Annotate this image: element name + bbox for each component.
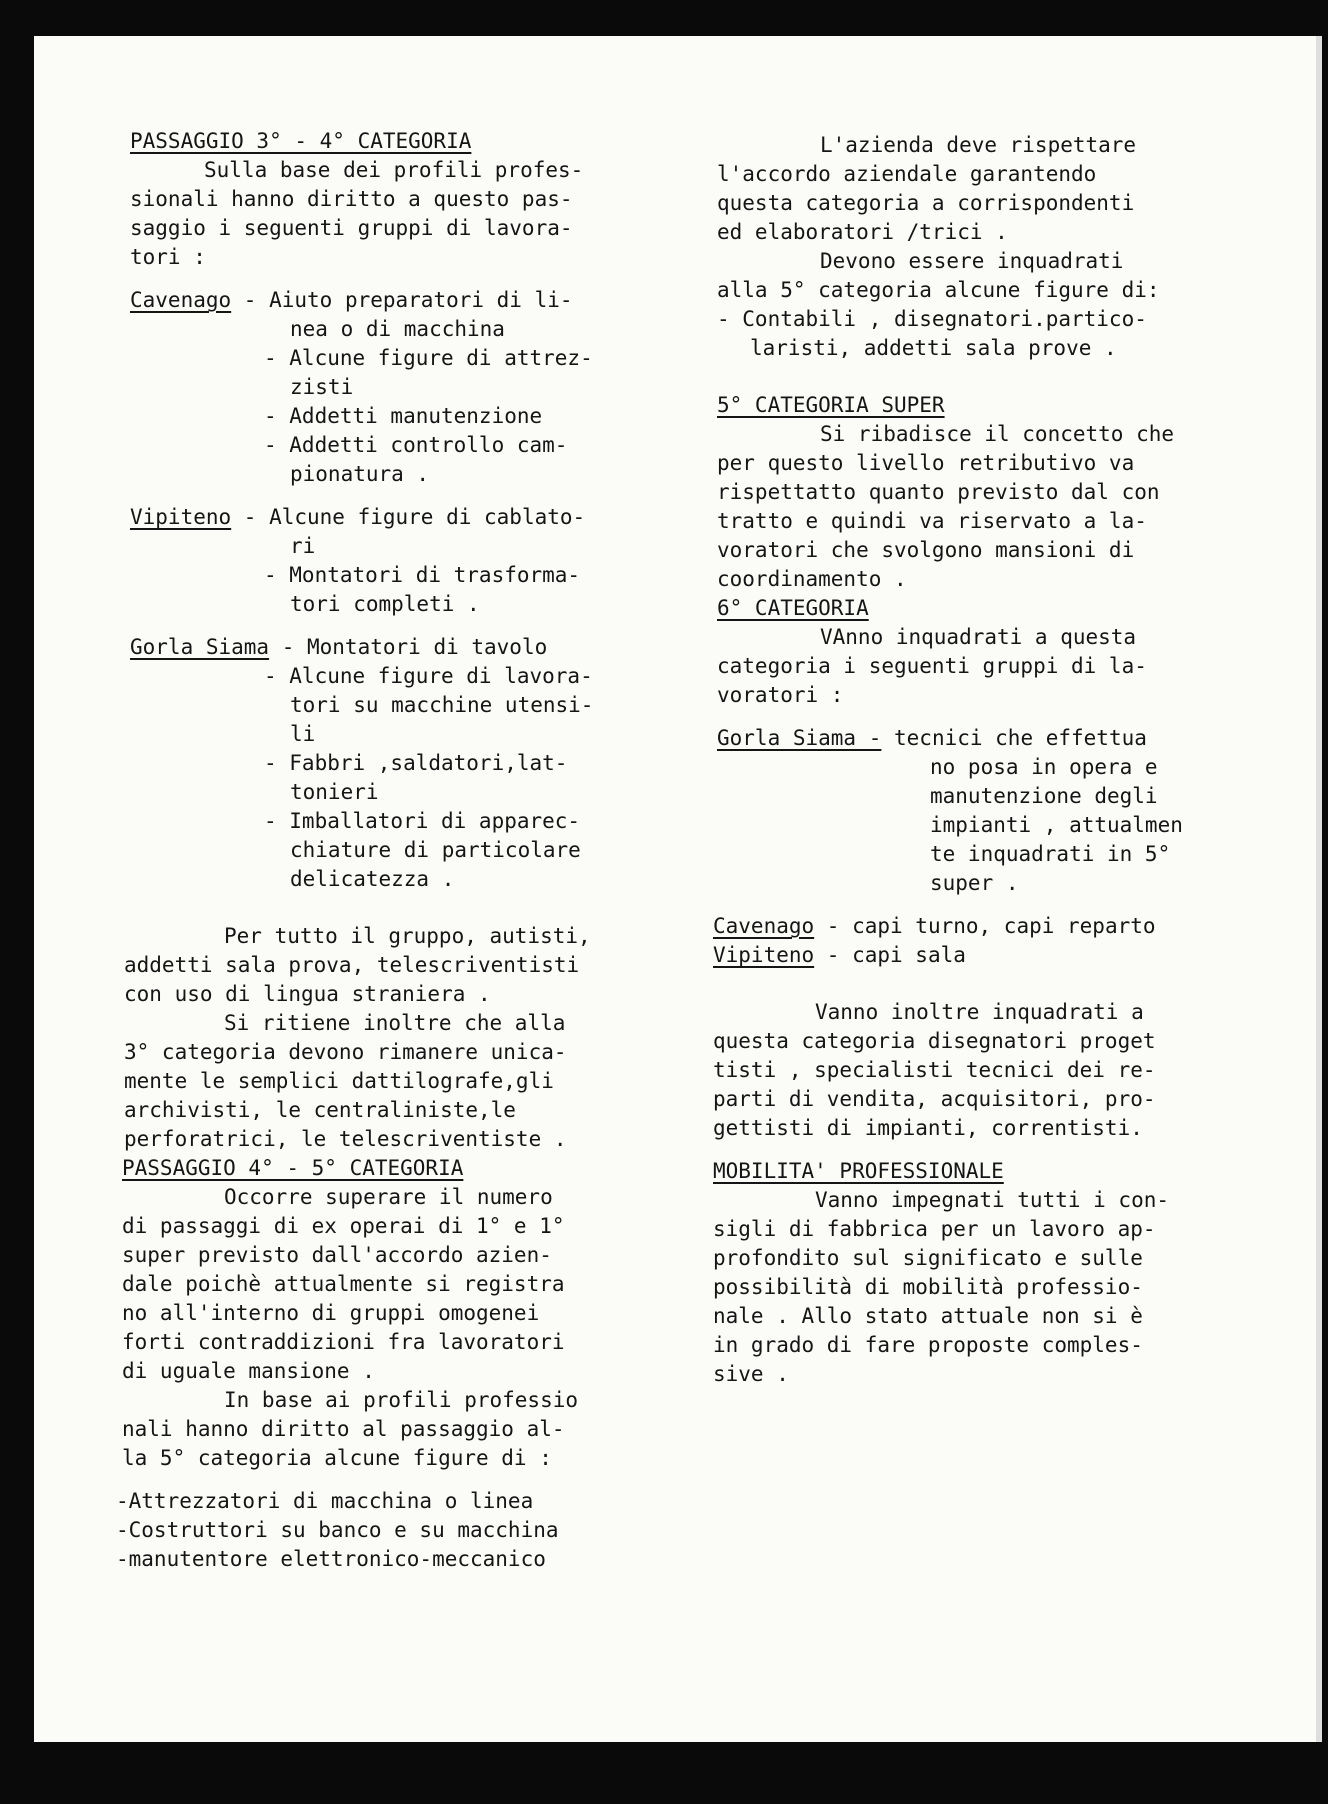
line-text: - Addetti manutenzione xyxy=(264,404,543,428)
text-line xyxy=(120,373,680,402)
line-text: zisti xyxy=(290,375,354,399)
text-line xyxy=(120,1270,680,1299)
line-text: - Contabili , disegnatori.partico- xyxy=(717,307,1147,331)
line-text: - Alcune figure di cablato- xyxy=(231,505,586,529)
text-line xyxy=(120,286,680,315)
line-text: tonieri xyxy=(290,780,379,804)
line-text: voratori che svolgono mansioni di xyxy=(717,538,1135,562)
text-line xyxy=(116,1545,680,1574)
text-line xyxy=(710,1215,1270,1244)
section-heading: 5° CATEGORIA SUPER xyxy=(717,393,945,417)
text-line xyxy=(710,681,1270,710)
text-line xyxy=(120,1183,680,1212)
line-text: Vanno inoltre inquadrati a xyxy=(815,1000,1144,1024)
text-line xyxy=(710,724,1270,753)
text-line xyxy=(710,189,1270,218)
line-text: - Aiuto preparatori di li- xyxy=(231,288,573,312)
line-text: Si ribadisce il concetto che xyxy=(820,422,1175,446)
line-text: In base ai profili professio xyxy=(224,1388,579,1412)
text-line xyxy=(120,749,680,778)
line-text: l'accordo aziendale garantendo xyxy=(717,162,1097,186)
line-text: dale poichè attualmente si registra xyxy=(122,1272,565,1296)
text-line xyxy=(710,1302,1270,1331)
line-text: la 5° categoria alcune figure di : xyxy=(122,1446,552,1470)
line-text: L'azienda deve rispettare xyxy=(820,133,1137,157)
section-heading: Gorla Siama - xyxy=(717,726,882,750)
line-text: voratori : xyxy=(717,683,844,707)
text-line xyxy=(120,1241,680,1270)
text-line xyxy=(120,1154,680,1183)
line-text: perforatrici, le telescriventiste . xyxy=(124,1127,567,1151)
text-line xyxy=(710,941,1270,970)
line-text: per questo livello retributivo va xyxy=(717,451,1135,475)
text-line xyxy=(120,1415,680,1444)
text-line xyxy=(710,391,1270,420)
text-line xyxy=(710,131,1270,160)
line-text: laristi, addetti sala prove . xyxy=(750,336,1117,360)
line-text: coordinamento . xyxy=(717,567,907,591)
text-line xyxy=(116,1516,680,1545)
text-line xyxy=(120,865,680,894)
text-line xyxy=(120,156,680,185)
text-line xyxy=(120,344,680,373)
text-line xyxy=(120,662,680,691)
text-line xyxy=(120,720,680,749)
section-heading: PASSAGGIO 3° - 4° CATEGORIA xyxy=(130,129,472,153)
line-text: Sulla base dei profili profes- xyxy=(204,158,584,182)
line-text: con uso di lingua straniera . xyxy=(124,982,491,1006)
text-line xyxy=(710,1085,1270,1114)
section-heading: MOBILITA' PROFESSIONALE xyxy=(713,1159,1004,1183)
text-line xyxy=(120,503,680,532)
right-column xyxy=(710,131,1270,1389)
text-line xyxy=(120,633,680,662)
line-text: - Alcune figure di attrez- xyxy=(264,346,593,370)
text-line xyxy=(120,1444,680,1473)
line-text: categoria i seguenti gruppi di la- xyxy=(717,654,1147,678)
line-text: in grado di fare proposte comples- xyxy=(713,1333,1143,1357)
text-line xyxy=(710,1056,1270,1085)
text-line xyxy=(710,753,1270,782)
text-line xyxy=(710,276,1270,305)
section-heading: PASSAGGIO 4° - 5° CATEGORIA xyxy=(122,1156,464,1180)
text-line xyxy=(120,807,680,836)
text-line xyxy=(120,922,680,951)
text-line xyxy=(120,1328,680,1357)
text-line xyxy=(120,951,680,980)
line-text: addetti sala prova, telescriventisti xyxy=(124,953,580,977)
text-line xyxy=(710,218,1270,247)
text-line xyxy=(710,1273,1270,1302)
text-line xyxy=(120,1357,680,1386)
line-text: Occorre superare il numero xyxy=(224,1185,553,1209)
line-text: rispettatto quanto previsto dal con xyxy=(717,480,1160,504)
text-line xyxy=(710,623,1270,652)
line-text: chiature di particolare xyxy=(290,838,581,862)
line-text: tratto e quindi va riservato a la- xyxy=(717,509,1147,533)
line-text: tori : xyxy=(130,245,206,269)
text-line xyxy=(120,1038,680,1067)
line-text: parti di vendita, acquisitori, pro- xyxy=(713,1087,1156,1111)
line-text: Vanno impegnati tutti i con- xyxy=(815,1188,1170,1212)
line-text: nale . Allo stato attuale non si è xyxy=(713,1304,1143,1328)
text-line xyxy=(710,912,1270,941)
section-heading: Vipiteno xyxy=(130,505,232,529)
line-text: 3° categoria devono rimanere unica- xyxy=(124,1040,567,1064)
text-line xyxy=(710,1114,1270,1143)
line-text: ed elaboratori /trici . xyxy=(717,220,1008,244)
text-line xyxy=(710,594,1270,623)
text-line xyxy=(120,1386,680,1415)
text-line xyxy=(120,127,680,156)
text-line xyxy=(120,460,680,489)
text-line xyxy=(710,840,1270,869)
line-text: ri xyxy=(290,534,316,558)
text-line xyxy=(710,334,1270,363)
text-line xyxy=(710,1157,1270,1186)
section-heading: Vipiteno xyxy=(713,943,815,967)
left-column xyxy=(116,127,680,1574)
line-text: tori su macchine utensi- xyxy=(290,693,594,717)
line-text: forti contraddizioni fra lavoratori xyxy=(122,1330,565,1354)
page-edge xyxy=(1316,36,1322,1742)
section-heading: 6° CATEGORIA xyxy=(717,596,869,620)
line-text: nea o di macchina xyxy=(290,317,505,341)
line-text: nali hanno diritto al passaggio al- xyxy=(122,1417,565,1441)
line-text: sigli di fabbrica per un lavoro ap- xyxy=(713,1217,1156,1241)
line-text: no all'interno di gruppi omogenei xyxy=(122,1301,540,1325)
line-text: saggio i seguenti gruppi di lavora- xyxy=(130,216,573,240)
line-text: manutenzione degli xyxy=(930,784,1158,808)
line-text: gettisti di impianti, correntisti. xyxy=(713,1116,1143,1140)
line-text: tori completi . xyxy=(290,592,480,616)
text-line xyxy=(120,1009,680,1038)
line-text: di uguale mansione . xyxy=(122,1359,375,1383)
text-line xyxy=(120,836,680,865)
text-line xyxy=(120,431,680,460)
line-text: mente le semplici dattilografe,gli xyxy=(124,1069,554,1093)
line-text: - Montatori di tavolo xyxy=(269,635,548,659)
line-text: sive . xyxy=(713,1362,789,1386)
section-heading: Cavenago xyxy=(130,288,232,312)
text-line xyxy=(710,305,1270,334)
line-text: - Fabbri ,saldatori,lat- xyxy=(264,751,568,775)
line-text: - Montatori di trasforma- xyxy=(264,563,581,587)
text-line xyxy=(116,1487,680,1516)
text-line xyxy=(710,420,1270,449)
line-text: te inquadrati in 5° xyxy=(930,842,1171,866)
text-line xyxy=(120,402,680,431)
text-line xyxy=(710,811,1270,840)
text-line xyxy=(710,449,1270,478)
section-heading: Gorla Siama xyxy=(130,635,270,659)
text-line xyxy=(120,980,680,1009)
line-text: pionatura . xyxy=(290,462,430,486)
text-line xyxy=(710,869,1270,898)
text-line xyxy=(120,1067,680,1096)
line-text: delicatezza . xyxy=(290,867,455,891)
text-line xyxy=(120,532,680,561)
line-text: -Costruttori su banco e su macchina xyxy=(116,1518,559,1542)
line-text: - Alcune figure di lavora- xyxy=(264,664,593,688)
text-line xyxy=(120,561,680,590)
line-text: questa categoria a corrispondenti xyxy=(717,191,1135,215)
text-line xyxy=(710,782,1270,811)
text-line xyxy=(120,1299,680,1328)
text-line xyxy=(710,1331,1270,1360)
text-line xyxy=(710,1186,1270,1215)
line-text: -manutentore elettronico-meccanico xyxy=(116,1547,546,1571)
text-line xyxy=(120,214,680,243)
line-text: li xyxy=(290,722,316,746)
text-line xyxy=(120,778,680,807)
line-text: no posa in opera e xyxy=(930,755,1158,779)
line-text: possibilità di mobilità professio- xyxy=(713,1275,1143,1299)
line-text: impianti , attualmen xyxy=(930,813,1183,837)
text-line xyxy=(120,1125,680,1154)
text-line xyxy=(710,998,1270,1027)
text-line xyxy=(120,1096,680,1125)
line-text: questa categoria disegnatori proget xyxy=(713,1029,1156,1053)
line-text: di passaggi di ex operai di 1° e 1° xyxy=(122,1214,565,1238)
line-text: Si ritiene inoltre che alla xyxy=(224,1011,566,1035)
line-text: alla 5° categoria alcune figure di: xyxy=(717,278,1160,302)
line-text: - Addetti controllo cam- xyxy=(264,433,568,457)
line-text: Devono essere inquadrati xyxy=(820,249,1124,273)
text-line xyxy=(710,1244,1270,1273)
text-line xyxy=(710,1027,1270,1056)
text-line xyxy=(710,160,1270,189)
text-line xyxy=(710,536,1270,565)
line-text: archivisti, le centraliniste,le xyxy=(124,1098,516,1122)
line-text: Per tutto il gruppo, autisti, xyxy=(224,924,591,948)
line-text: -Attrezzatori di macchina o linea xyxy=(116,1489,534,1513)
line-text: - Imballatori di apparec- xyxy=(264,809,581,833)
text-line xyxy=(710,652,1270,681)
text-line xyxy=(710,1360,1270,1389)
text-line xyxy=(120,590,680,619)
line-text: super . xyxy=(930,871,1019,895)
text-line xyxy=(120,1212,680,1241)
line-text: VAnno inquadrati a questa xyxy=(820,625,1137,649)
line-text: tecnici che effettua xyxy=(881,726,1147,750)
text-line xyxy=(710,507,1270,536)
line-text: - capi sala xyxy=(814,943,966,967)
text-line xyxy=(710,478,1270,507)
line-text: - capi turno, capi reparto xyxy=(814,914,1156,938)
text-line xyxy=(120,185,680,214)
text-line xyxy=(120,243,680,272)
line-text: profondito sul significato e sulle xyxy=(713,1246,1143,1270)
text-line xyxy=(710,247,1270,276)
line-text: sionali hanno diritto a questo pas- xyxy=(130,187,573,211)
text-line xyxy=(710,565,1270,594)
line-text: tisti , specialisti tecnici dei re- xyxy=(713,1058,1156,1082)
text-line xyxy=(120,691,680,720)
text-line xyxy=(120,315,680,344)
section-heading: Cavenago xyxy=(713,914,815,938)
line-text: super previsto dall'accordo azien- xyxy=(122,1243,552,1267)
